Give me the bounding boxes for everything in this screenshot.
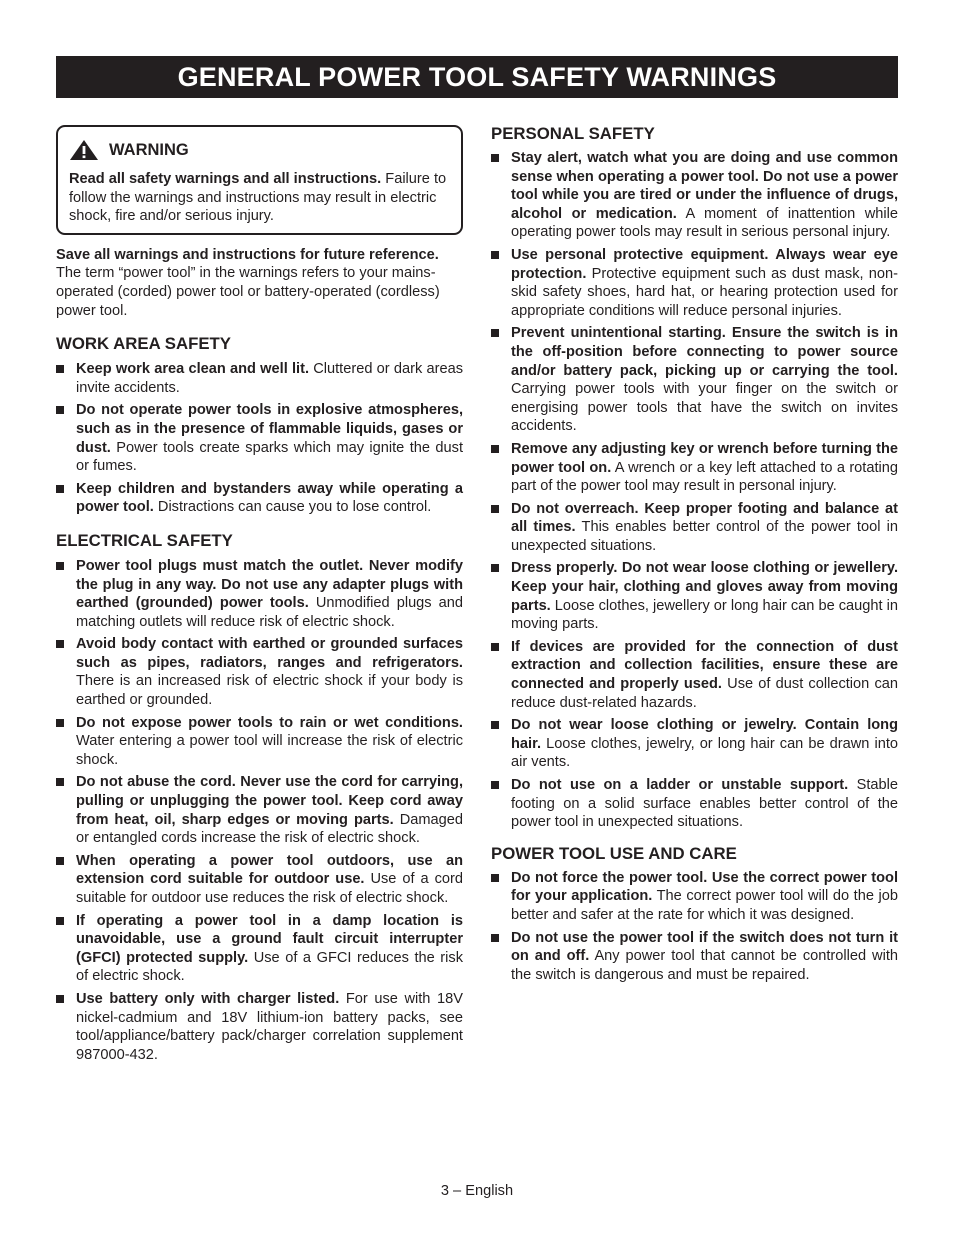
square-bullet-icon xyxy=(491,781,499,789)
list-item xyxy=(491,440,898,496)
item-text: Distractions can cause you to lose control. xyxy=(153,499,432,516)
item-bold-text: Keep children and bystanders away while operating a power tool. xyxy=(76,480,463,516)
item-text: Use of dust collection can reduce dust-related hazards. xyxy=(511,676,898,711)
list-item xyxy=(491,500,898,556)
square-bullet-icon xyxy=(491,505,499,513)
item-bold-text: Do not use the power tool if the switch does not turn it on and off. xyxy=(511,929,898,965)
item-bold-text: Keep work area clean and well lit. xyxy=(76,361,309,378)
item-bold-text: Remove any adjusting key or wrench before turning the power tool on. xyxy=(511,440,898,476)
item-text: The correct power tool will do the job better and safer at the rate for which it was designed. xyxy=(511,888,898,923)
item-bold-text: When operating a power tool outdoors, use an extension cord suitable for outdoor use. xyxy=(76,852,463,888)
item-bold-text: Avoid body contact with earthed or grounded surfaces such as pipes, radiators, ranges and refrigerators. xyxy=(76,636,463,671)
item-bold-text: If operating a power tool in a damp location is unavoidable, use a ground fault circuit interrupter (GFCI) protected supply. xyxy=(76,912,463,966)
item-bold-text: Prevent unintentional starting. Ensure the switch is in the off-position before connecting to power source and/or battery pack, picking up or carrying the tool. xyxy=(511,325,898,379)
left-column xyxy=(56,124,463,1068)
item-bold-text: Do not abuse the cord. Never use the cord for carrying, pulling or unplugging the power tool. Keep cord away from heat, oil, sharp edges or moving parts. xyxy=(76,774,463,828)
personal-list xyxy=(491,149,898,832)
list-item xyxy=(56,557,463,631)
list-item xyxy=(56,990,463,1064)
list-item xyxy=(56,773,463,847)
list-item xyxy=(491,149,898,242)
title-bar xyxy=(56,56,898,98)
warning-heading: WARNING xyxy=(109,140,189,159)
warning-triangle-icon xyxy=(69,139,99,161)
list-item xyxy=(491,324,898,436)
warning-text xyxy=(69,170,449,226)
personal-heading: PERSONAL SAFETY xyxy=(491,124,655,143)
list-item xyxy=(56,912,463,986)
list-item xyxy=(491,869,898,925)
item-text: Any power tool that cannot be controlled with the switch is dangerous and must be repaired. xyxy=(511,948,898,983)
square-bullet-icon xyxy=(491,251,499,259)
intro-paragraph xyxy=(56,246,463,320)
square-bullet-icon xyxy=(491,445,499,453)
item-bold-text: Use battery only with charger listed. xyxy=(76,990,340,1007)
list-item xyxy=(491,559,898,633)
list-item xyxy=(491,776,898,832)
item-bold-text: If devices are provided for the connection of dust extraction and collection facilities, ensure these are connected and properly used. xyxy=(511,638,898,693)
square-bullet-icon xyxy=(491,721,499,729)
item-bold-text: Do not force the power tool. Use the correct power tool for your application. xyxy=(511,869,898,905)
electrical-list xyxy=(56,557,463,1064)
list-item xyxy=(56,360,463,397)
work-area-list xyxy=(56,360,463,517)
item-text: Protective equipment such as dust mask, non-skid safety shoes, hard hat, or hearing protection used for appropriate conditions will reduce personal injuries. xyxy=(511,265,898,319)
list-item xyxy=(56,714,463,770)
square-bullet-icon xyxy=(491,329,499,337)
item-bold-text: Stay alert, watch what you are doing and use common sense when operating a power tool. Do not use a power tool while you are tired or under the influence of drugs, alcohol or medication. xyxy=(511,150,898,222)
square-bullet-icon xyxy=(491,934,499,942)
warning-box xyxy=(56,125,463,235)
list-item xyxy=(56,635,463,709)
item-bold-text: Do not expose power tools to rain or wet conditions. xyxy=(76,714,463,731)
item-text: Power tools create sparks which may ignite the dust or fumes. xyxy=(76,439,463,475)
item-bold-text: Do not use on a ladder or unstable support. xyxy=(511,777,849,793)
item-bold-text: Do not overreach. Keep proper footing and balance at all times. xyxy=(511,500,898,536)
item-bold-text: Do not operate power tools in explosive atmospheres, such as in the presence of flammable liquids, gases or dust. xyxy=(76,402,463,456)
item-text: For use with 18V nickel-cadmium and 18V lithium-ion battery packs, see tool/appliance/battery pack/charger correlation supplement 987000-432. xyxy=(76,990,463,1063)
electrical-heading: ELECTRICAL SAFETY xyxy=(56,530,233,550)
item-text: Carrying power tools with your finger on the switch or energising power tools that have the switch on invites accidents. xyxy=(511,381,898,435)
use-care-heading: POWER TOOL USE AND CARE xyxy=(491,843,737,863)
item-text: Use of a cord suitable for outdoor use reduces the risk of electric shock. xyxy=(76,871,463,906)
page-title: GENERAL POWER TOOL SAFETY WARNINGS xyxy=(177,61,777,92)
warning-header xyxy=(69,139,449,161)
list-item xyxy=(56,401,463,475)
list-item xyxy=(56,480,463,517)
list-item xyxy=(491,638,898,712)
item-bold-text: Do not wear loose clothing or jewelry. Contain long hair. xyxy=(511,717,898,752)
use-care-list xyxy=(491,869,898,985)
square-bullet-icon xyxy=(56,406,64,414)
right-column xyxy=(491,124,898,988)
item-bold-text: Use personal protective equipment. Always wear eye protection. xyxy=(511,246,898,282)
item-text: Loose clothes, jewelry, or long hair can be drawn into air vents. xyxy=(511,735,898,771)
item-text: Use of a GFCI reduces the risk of electric shock. xyxy=(76,949,463,985)
item-text: A wrench or a key left attached to a rotating part of the power tool may result in personal injury. xyxy=(511,459,899,495)
item-text: Unmodified plugs and matching outlets will reduce risk of electric shock. xyxy=(76,595,463,630)
square-bullet-icon xyxy=(56,995,64,1003)
square-bullet-icon xyxy=(491,564,499,572)
item-text: Water entering a power tool will increase the risk of electric shock. xyxy=(76,733,463,768)
item-text: Cluttered or dark areas invite accidents. xyxy=(76,361,463,396)
square-bullet-icon xyxy=(491,643,499,651)
list-item xyxy=(56,852,463,908)
square-bullet-icon xyxy=(56,562,64,570)
square-bullet-icon xyxy=(56,640,64,648)
square-bullet-icon xyxy=(56,719,64,727)
list-item xyxy=(491,246,898,320)
square-bullet-icon xyxy=(56,917,64,925)
warning-bold: Read all safety warnings and all instructions. xyxy=(69,171,382,187)
page-footer: 3 – English xyxy=(440,1183,514,1199)
intro-bold: Save all warnings and instructions for future reference. xyxy=(56,246,439,263)
list-item xyxy=(491,716,898,772)
item-text: This enables better control of the power tool in unexpected situations. xyxy=(511,519,898,554)
work-area-heading: WORK AREA SAFETY xyxy=(56,334,231,354)
square-bullet-icon xyxy=(56,365,64,373)
warning-body: Failure to follow the warnings and instructions may result in electric shock, fire and/or serious injury. xyxy=(69,171,447,225)
item-text: Stable footing on a solid surface enables better control of the power tool in unexpected situations. xyxy=(511,777,899,831)
square-bullet-icon xyxy=(491,154,499,162)
intro-text: The term “power tool” in the warnings refers to your mains-operated (corded) power tool or battery-operated (cordless) power tool. xyxy=(56,265,440,319)
square-bullet-icon xyxy=(56,778,64,786)
list-item xyxy=(491,929,898,985)
item-bold-text: Dress properly. Do not wear loose clothing or jewellery. Keep your hair, clothing and gloves away from moving parts. xyxy=(511,560,898,614)
item-text: There is an increased risk of electric shock if your body is earthed or grounded. xyxy=(76,673,463,709)
item-text: A moment of inattention while operating power tools may result in serious personal injury. xyxy=(511,205,898,241)
item-text: Loose clothes, jewellery or long hair can be caught in moving parts. xyxy=(511,597,898,633)
square-bullet-icon xyxy=(56,485,64,493)
item-text: Damaged or entangled cords increase the risk of electric shock. xyxy=(76,811,463,847)
square-bullet-icon xyxy=(56,857,64,865)
square-bullet-icon xyxy=(491,874,499,882)
item-bold-text: Power tool plugs must match the outlet. Never modify the plug in any way. Do not use any adapter plugs with earthed (grounded) power tools. xyxy=(76,557,463,612)
